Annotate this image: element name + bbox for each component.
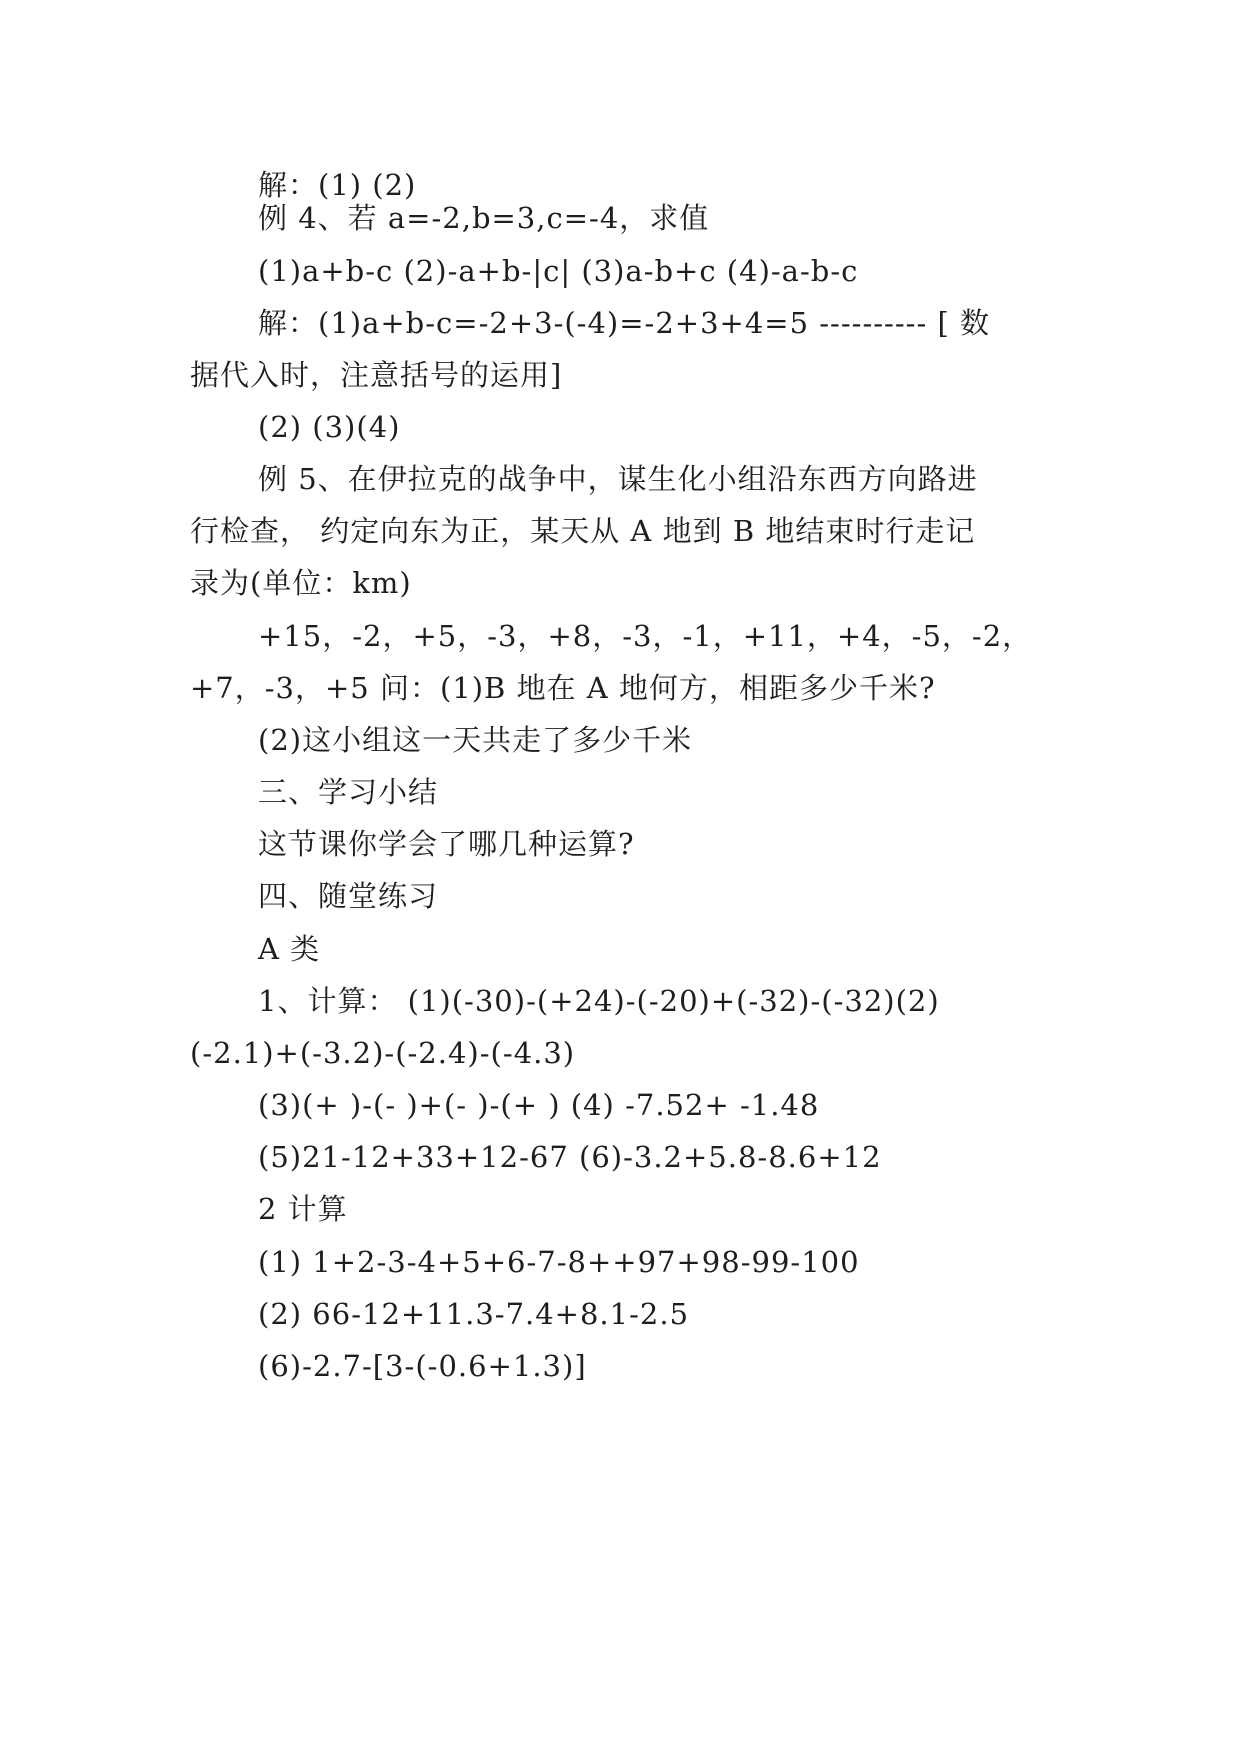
section-heading-practice: 四、随堂练习 bbox=[258, 879, 439, 913]
text-line-exercise-1-items-5-6: (5)21-12+33+12-67 (6)-3.2+5.8-8.6+12 bbox=[258, 1140, 882, 1174]
text-line-example-4-questions: (1)a+b-c (2)-a+b-|c| (3)a-b+c (4)-a-b-c bbox=[258, 254, 859, 288]
text-line-summary-question: 这节课你学会了哪几种运算? bbox=[258, 827, 635, 861]
text-line-example-4: 例 4、若 a=-2,b=3,c=-4，求值 bbox=[258, 201, 710, 235]
text-line-category-a: A 类 bbox=[258, 932, 321, 966]
text-line-exercise-1: 1、计算： (1)(-30)-(+24)-(-20)+(-32)-(-32)(2) bbox=[258, 984, 940, 1018]
text-line-solution-2: 解：(1)a+b-c=-2+3-(-4)=-2+3+4=5 ---------- [ 数 bbox=[258, 306, 990, 340]
text-line-record-values-1: +15，-2，+5，-3，+8，-3，-1，+11，+4，-5，-2， bbox=[258, 619, 1033, 653]
text-line-exercise-1-cont: (-2.1)+(-3.2)-(-2.4)-(-4.3) bbox=[190, 1036, 576, 1070]
text-line-exercise-2-item-6: (6)-2.7-[3-(-0.6+1.3)] bbox=[258, 1349, 587, 1383]
text-line-record-values-2: +7，-3，+5 问：(1)B 地在 A 地何方，相距多少千米? bbox=[190, 671, 936, 705]
text-line-exercise-2-item-1: (1) 1+2-3-4+5+6-7-8++97+98-99-100 bbox=[258, 1245, 860, 1279]
text-line-solution-2-cont: 据代入时，注意括号的运用] bbox=[190, 358, 563, 392]
text-line-question-2: (2)这小组这一天共走了多少千米 bbox=[258, 723, 693, 757]
text-line-exercise-2-item-2: (2) 66-12+11.3-7.4+8.1-2.5 bbox=[258, 1297, 690, 1331]
text-line-exercise-2: 2 计算 bbox=[258, 1192, 348, 1226]
text-line-exercise-1-items-3-4: (3)(+ )-(- )+(- )-(+ ) (4) -7.52+ -1.48 bbox=[258, 1088, 820, 1122]
text-line-example-5-cont-1: 行检查， 约定向东为正，某天从 A 地到 B 地结束时行走记 bbox=[190, 514, 976, 548]
text-line-example-5-cont-2: 录为(单位：km) bbox=[190, 566, 412, 600]
text-line-solution-3: (2) (3)(4) bbox=[258, 410, 401, 444]
text-line-example-5: 例 5、在伊拉克的战争中，谋生化小组沿东西方向路进 bbox=[258, 462, 978, 496]
section-heading-summary: 三、学习小结 bbox=[258, 775, 439, 809]
text-line-solution-1: 解：(1) (2) bbox=[258, 168, 417, 202]
